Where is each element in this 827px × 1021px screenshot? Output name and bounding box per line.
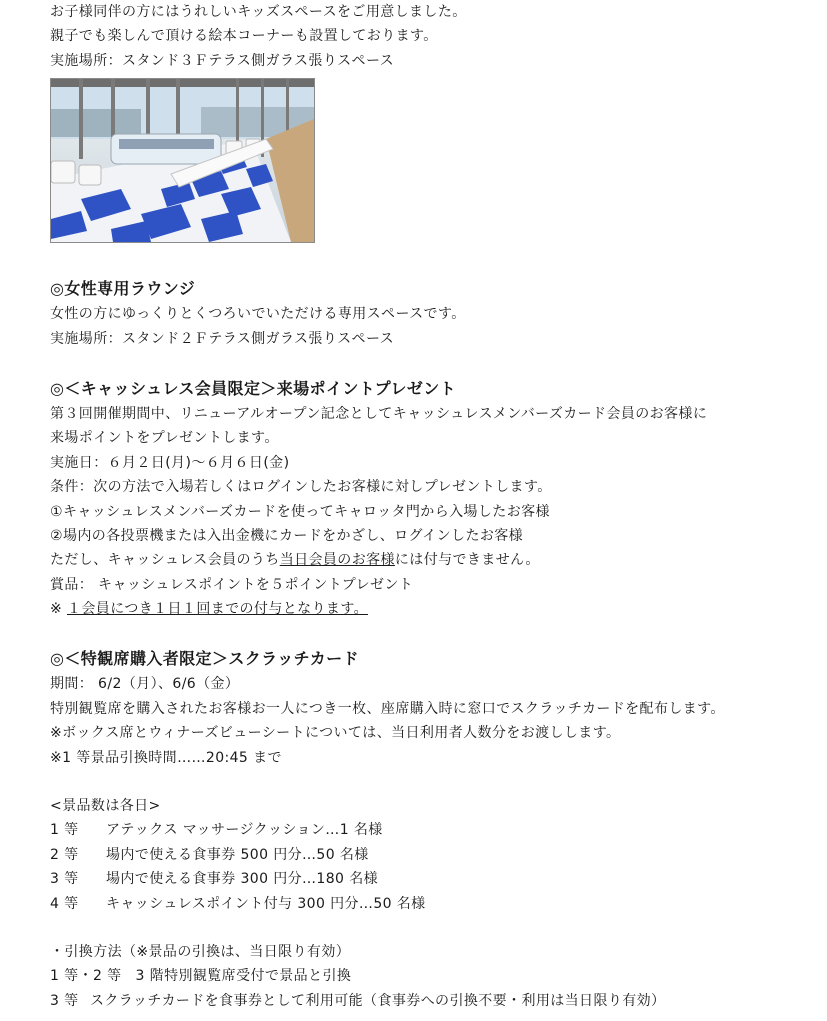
scratch-heading: ◎＜特観席購入者限定＞スクラッチカード [50, 649, 359, 669]
prize-desc: アテックス マッサージクッション…1 名様 [106, 822, 383, 839]
points-exclusion-post: には付与できません。 [394, 552, 540, 569]
prize-desc: キャッシュレスポイント付与 300 円分…50 名様 [106, 895, 426, 912]
points-prize: 賞品： キャッシュレスポイントを５ポイントプレゼント [50, 576, 414, 593]
kids-text-1: お子様同伴の方にはうれしいキッズスペースをご用意しました。 [50, 4, 467, 20]
kids-space-photo [50, 78, 315, 243]
lounge-heading: ◎女性専用ラウンジ [50, 279, 196, 299]
kids-text-2: 親子でも楽しんで頂ける絵本コーナーも設置しております。 [50, 28, 438, 45]
prize-desc: 場内で使える食事券 300 円分…180 名様 [106, 871, 378, 888]
exchange-desc: 3 階特別観覧席受付で景品と引換 [135, 968, 352, 985]
points-text-1: 第３回開催期間中、リニューアルオープン記念としてキャッシュレスメンバーズカード会員のお客様に [50, 405, 708, 422]
scratch-period: 期間： 6/2（月）、6/6（金） [50, 676, 240, 693]
exchange-row [50, 989, 810, 1013]
points-heading: ◎＜キャッシュレス会員限定＞来場ポイントプレゼント [50, 378, 457, 398]
exchange-rank: 3 等 [50, 992, 79, 1009]
prizes-title: <景品数は各日> [50, 798, 161, 815]
prize-row [50, 818, 810, 842]
prize-desc: 場内で使える食事券 500 円分…50 名様 [106, 846, 369, 863]
points-method-2: ②場内の各投票機または入出金機にカードをかざし、ログインしたお客様 [50, 527, 524, 544]
points-note [50, 597, 810, 621]
lounge-text: 女性の方にゆっくりとくつろいでいただける専用スペースです。 [50, 306, 466, 323]
points-note-mark: ※ [50, 601, 63, 618]
prize-rank: 3 等 [50, 871, 79, 888]
points-text-2: 来場ポイントをプレゼントします。 [50, 430, 279, 447]
prize-rank: 1 等 [50, 822, 79, 839]
prize-row [50, 892, 810, 916]
document [50, 0, 810, 1013]
scratch-time-note: ※1 等景品引換時間……20:45 まで [50, 749, 282, 766]
exchange-row [50, 964, 810, 988]
prize-row [50, 843, 810, 867]
prize-rank: 4 等 [50, 895, 79, 912]
exchange-rank: 1 等・2 等 [50, 968, 122, 985]
points-condition: 条件：次の方法で入場若しくはログインしたお客様に対しプレゼントします。 [50, 479, 552, 496]
points-exclusion-pre: ただし、キャッシュレス会員のうち [50, 552, 280, 569]
points-method-1: ①キャッシュレスメンバーズカードを使ってキャロッタ門から入場したお客様 [50, 503, 550, 520]
prize-row [50, 867, 810, 891]
points-exclusion [50, 548, 810, 572]
prize-rank: 2 等 [50, 846, 79, 863]
points-note-underlined: １会員につき１日１回までの付与となります。 [67, 601, 368, 618]
points-date: 実施日：６月２日(月)〜６月６日(金) [50, 454, 290, 471]
scratch-text-1: 特別観覧席を購入されたお客様お一人につき一枚、座席購入時に窓口でスクラッチカードを配布します。 [50, 700, 725, 717]
kids-location: 実施場所：スタンド３Ｆテラス側ガラス張りスペース [50, 52, 395, 69]
scratch-text-2: ※ボックス席とウィナーズビューシートについては、当日利用者人数分をお渡しします。 [50, 725, 621, 742]
lounge-location: 実施場所：スタンド２Ｆテラス側ガラス張りスペース [50, 330, 395, 347]
exchange-title: ・引換方法（※景品の引換は、当日限り有効） [50, 943, 351, 960]
exchange-desc: スクラッチカードを食事券として利用可能（食事券への引換不要・利用は当日限り有効） [90, 992, 666, 1009]
points-exclusion-underlined: 当日会員のお客様 [279, 552, 395, 569]
